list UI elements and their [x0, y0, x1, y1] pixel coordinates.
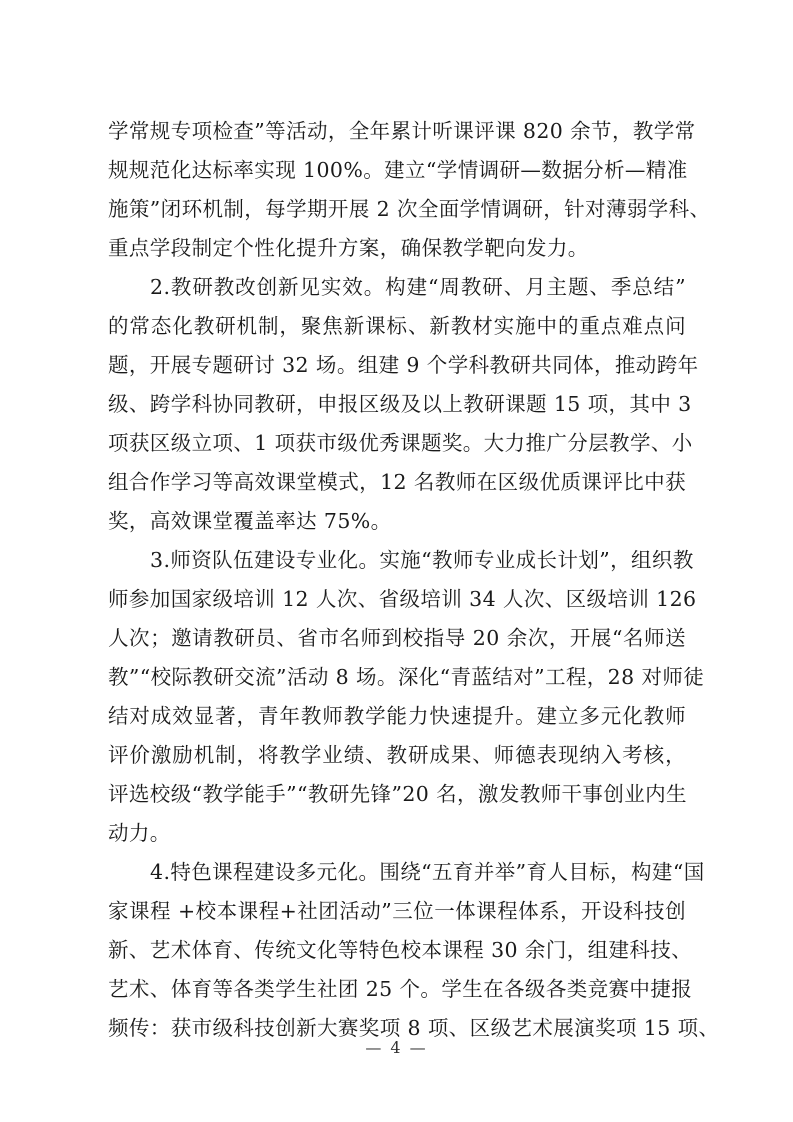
- text-line: 重点学段制定个性化提升方案，确保教学靶向发力。: [108, 236, 589, 260]
- text-line: 人次；邀请教研员、省市名师到校指导 20 余次，开展“名师送: [108, 626, 686, 650]
- text-line: 项获区级立项、1 项获市级优秀课题奖。大力推广分层教学、小: [108, 431, 693, 455]
- text-line: 频传：获市级科技创新大赛奖项 8 项、区级艺术展演奖项 15 项、: [108, 1016, 720, 1040]
- text-line: 4.特色课程建设多元化。围绕“五育并举”育人目标，构建“国: [150, 860, 705, 884]
- text-line: 评价激励机制，将教学业绩、教研成果、师德表现纳入考核，: [108, 743, 686, 767]
- page-number: — 4 —: [365, 1038, 428, 1057]
- text-line: 2.教研教改创新见实效。构建“周教研、月主题、季总结”: [150, 275, 686, 299]
- text-line: 级、跨学科协同教研，申报区级及以上教研课题 15 项，其中 3: [108, 392, 692, 416]
- text-line: 教”“校际教研交流”活动 8 场。深化“青蓝结对”工程，28 对师徒: [108, 665, 705, 689]
- text-line: 家课程 +校本课程+社团活动”三位一体课程体系，开设科技创: [108, 899, 686, 923]
- text-line: 施策”闭环机制，每学期开展 2 次全面学情调研，针对薄弱学科、: [108, 197, 711, 221]
- body-text: [108, 112, 720, 1048]
- text-line: 3.师资队伍建设专业化。实施“教师专业成长计划”，组织教: [150, 548, 694, 572]
- text-line: 奖，高效课堂覆盖率达 75%。: [108, 509, 392, 533]
- text-line: 结对成效显著，青年教师教学能力快速提升。建立多元化教师: [108, 704, 686, 728]
- text-line: 评选校级“教学能手”“教研先锋”20 名，激发教师干事创业内生: [108, 782, 687, 806]
- text-line: 学常规专项检查”等活动，全年累计听课评课 820 余节，教学常: [108, 119, 696, 143]
- text-line: 师参加国家级培训 12 人次、省级培训 34 人次、区级培训 126: [108, 587, 697, 611]
- text-line: 动力。: [108, 821, 171, 845]
- text-line: 的常态化教研机制，聚焦新课标、新教材实施中的重点难点问: [108, 314, 686, 338]
- text-line: 新、艺术体育、传统文化等特色校本课程 30 余门，组建科技、: [108, 938, 693, 962]
- text-line: 题，开展专题研讨 32 场。组建 9 个学科教研共同体，推动跨年: [108, 353, 699, 377]
- text-line: 规规范化达标率实现 100%。建立“学情调研—数据分析—精准: [108, 158, 688, 182]
- text-line: 艺术、体育等各类学生社团 25 个。学生在各级各类竞赛中捷报: [108, 977, 693, 1001]
- text-line: 组合作学习等高效课堂模式，12 名教师在区级优质课评比中获: [108, 470, 686, 494]
